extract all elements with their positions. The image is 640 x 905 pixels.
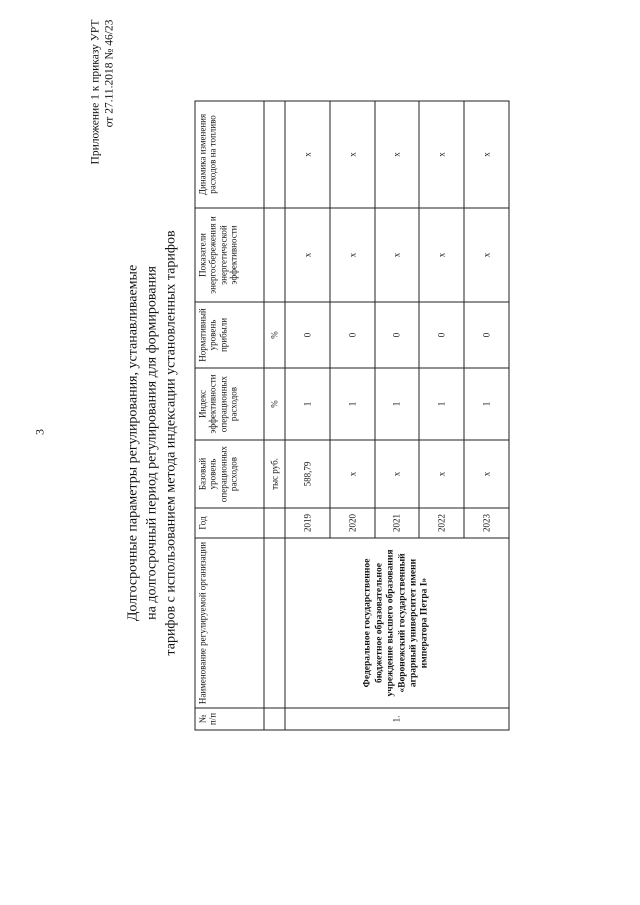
document-title: [124, 230, 181, 655]
energy-saving-cell: х: [419, 208, 464, 302]
annex-reference: [89, 20, 118, 165]
header-year: Год: [195, 508, 264, 538]
profit-level-cell: 0: [419, 302, 464, 368]
row-number: 1.: [285, 708, 509, 730]
unit-cell: тыс руб.: [264, 440, 285, 508]
header-energy-saving: Показатели энергосбережения и энергетической эффективности: [195, 208, 264, 302]
title-line-2: на долгосрочный период регулирования для формирования: [144, 266, 160, 620]
profit-level-cell: 0: [330, 302, 375, 368]
parameters-table: [195, 101, 510, 731]
profit-level-cell: 0: [464, 302, 509, 368]
title-line-1: Долгосрочные параметры регулирования, устанавливаемые: [125, 264, 141, 622]
efficiency-index-cell: 1: [285, 368, 330, 440]
base-opex-cell: х: [464, 440, 509, 508]
unit-cell: [264, 508, 285, 538]
header-number: № п/п: [195, 708, 264, 730]
unit-cell: %: [264, 302, 285, 368]
energy-saving-cell: х: [464, 208, 509, 302]
unit-cell: [264, 538, 285, 708]
profit-level-cell: 0: [375, 302, 420, 368]
profit-level-cell: 0: [285, 302, 330, 368]
unit-cell: [264, 208, 285, 302]
efficiency-index-cell: 1: [464, 368, 509, 440]
fuel-dynamics-cell: х: [464, 101, 509, 208]
annex-line-1: Приложение 1 к приказу УРТ: [89, 19, 102, 165]
base-opex-cell: х: [330, 440, 375, 508]
efficiency-index-cell: 1: [330, 368, 375, 440]
units-row: [264, 101, 285, 730]
page-number: 3: [32, 429, 47, 435]
base-opex-cell: 588,79: [285, 440, 330, 508]
parameters-table-container: [195, 102, 510, 731]
fuel-dynamics-cell: х: [285, 101, 330, 208]
annex-line-2: от 27.11.2018 № 46/23: [104, 19, 116, 128]
organization-name: Федеральное государственное бюджетное образовательное учреждение высшего образования «Воронежский государственный аграрный университет имени императора Петра I»: [285, 538, 509, 708]
unit-cell: %: [264, 368, 285, 440]
efficiency-index-cell: 1: [419, 368, 464, 440]
unit-cell: [264, 101, 285, 208]
fuel-dynamics-cell: х: [375, 101, 420, 208]
year-cell: 2022: [419, 508, 464, 538]
fuel-dynamics-cell: х: [419, 101, 464, 208]
header-base-opex: Базовый уровень операционных расходов: [195, 440, 264, 508]
year-cell: 2021: [375, 508, 420, 538]
base-opex-cell: х: [419, 440, 464, 508]
energy-saving-cell: х: [375, 208, 420, 302]
fuel-dynamics-cell: х: [330, 101, 375, 208]
header-row: [195, 101, 264, 730]
energy-saving-cell: х: [285, 208, 330, 302]
header-fuel-dynamics: Динамика изменения расходов на топливо: [195, 101, 264, 208]
base-opex-cell: х: [375, 440, 420, 508]
table-row: [285, 101, 330, 730]
unit-cell: [264, 708, 285, 730]
year-cell: 2019: [285, 508, 330, 538]
header-efficiency-index: Индекс эффективности операционных расходов: [195, 368, 264, 440]
year-cell: 2023: [464, 508, 509, 538]
header-organization: Наименование регулируемой организации: [195, 538, 264, 708]
year-cell: 2020: [330, 508, 375, 538]
header-profit-level: Нормативный уровень прибыли: [195, 302, 264, 368]
efficiency-index-cell: 1: [375, 368, 420, 440]
title-line-3: тарифов с использованием метода индексации установленных тарифов: [163, 230, 179, 656]
energy-saving-cell: х: [330, 208, 375, 302]
